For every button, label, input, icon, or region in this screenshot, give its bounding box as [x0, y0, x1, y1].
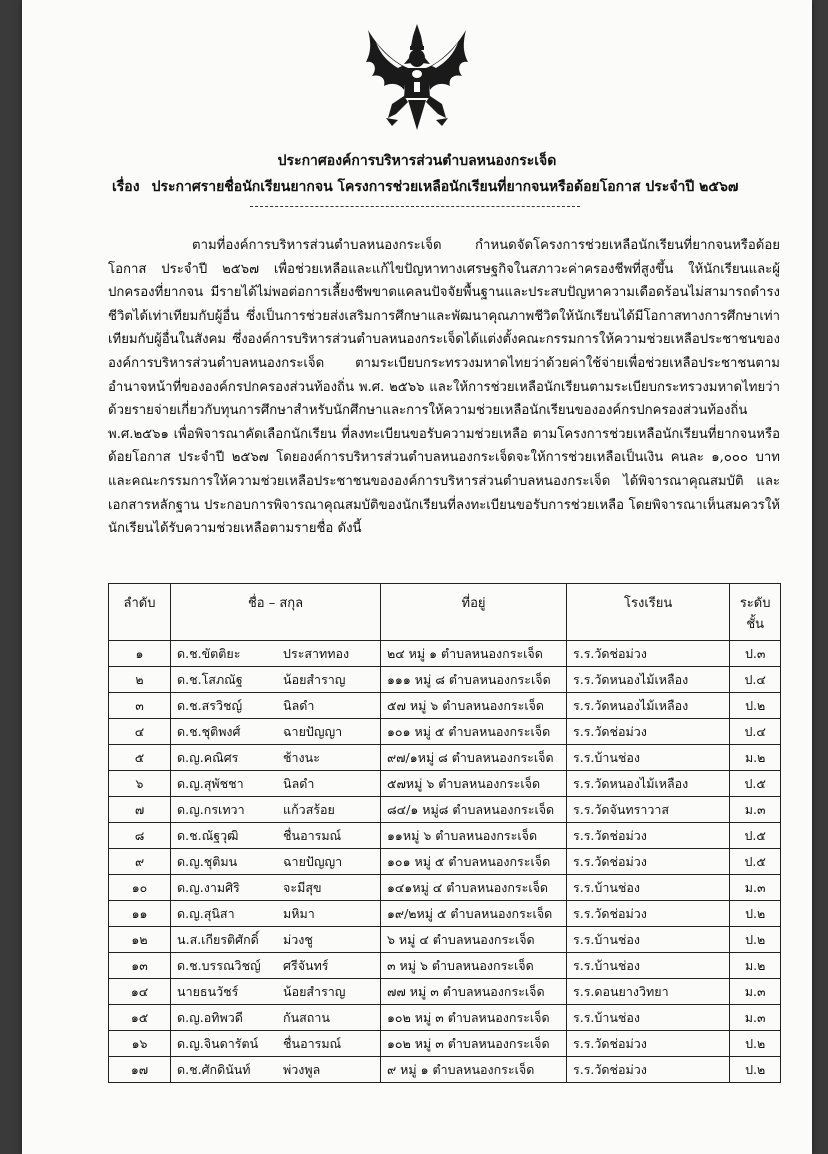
student-name-cell — [171, 875, 381, 901]
body-paragraph: ตามที่องค์การบริหารส่วนตำบลหนองกระเจ็ด กำหนดจัดโครงการช่วยเหลือนักเรียนที่ยากจนหรือด้อยโอกาส ประจำปี ๒๕๖๗ เพื่อช่วยเหลือและแก้ไขปัญหาทางเศรษฐกิจในสภาวะค่าครองชีพที่สูงขึ้น ให้นักเรียนและผู้ปกครองที่ยากจน มีรายได้ไม่พอต่อการเลี้ยงชีพขาดแคลนปัจจัยพื้นฐานและประสบปัญหาความเดือดร้อนไม่สามารถดำรงชีวิตได้เท่าเทียมกับผู้อื่น ซึ่งเป็นการช่วยส่งเสริมการศึกษาและพัฒนาคุณภาพชีวิตให้นักเรียนได้มีโอกาสทางการศึกษาเท่าเทียมกับผู้อื่นในสังคม ซึ่งองค์การบริหารส่วนตำบลหนองกระเจ็ดได้แต่งตั้งคณะกรรมการให้ความช่วยเหลือประชาชนขององค์การบริหารส่วนตำบลหนองกระเจ็ด ตามระเบียบกระทรวงมหาดไทยว่าด้วยค่าใช้จ่ายเพื่อช่วยเหลือประชาชนตามอำนาจหน้าที่ขององค์กรปกครองส่วนท้องถิ่น พ.ศ. ๒๕๖๖ และให้การช่วยเหลือนักเรียนตามระเบียบกระทรวงมหาดไทยว่าด้วยรายจ่ายเกี่ยวกับทุนการศึกษาสำหรับนักศึกษาและการให้ความช่วยเหลือนักเรียนขององค์กรปกครองส่วนท้องถิ่น พ.ศ.๒๕๖๑ เพื่อพิจารณาคัดเลือกนักเรียน ที่ลงทะเบียนขอรับความช่วยเหลือ ตามโครงการช่วยเหลือนักเรียนที่ยากจนหรือด้อยโอกาส ประจำปี ๒๕๖๗ โดยองค์การบริหารส่วนตำบลหนองกระเจ็ดจะให้การช่วยเหลือเป็นเงิน คนละ ๑,๐๐๐ บาท และคณะกรรมการให้ความช่วยเหลือประชาชนขององค์การบริหารส่วนตำบลหนองกระเจ็ด ได้พิจารณาคุณสมบัติ และเอกสารหลักฐาน ประกอบการพิจารณาคุณสมบัติของนักเรียนที่ลงทะเบียนขอรับการช่วยเหลือ โดยพิจารณาเห็นสมควรให้นักเรียนได้รับความช่วยเหลือตามรายชื่อ ดังนี้ — [108, 238, 780, 537]
level-cell: ป.๕ — [730, 849, 781, 875]
address-cell: ๑๐๒ หมู่ ๓ ตำบลหนองกระเจ็ด — [381, 1031, 567, 1057]
header-cell-no: ลำดับ — [109, 584, 171, 641]
table-row — [109, 979, 781, 1005]
heading-divider — [250, 206, 580, 207]
student-name-cell — [171, 667, 381, 693]
last-name: แก้วสร้อย — [283, 801, 335, 817]
row-number: ๑๕ — [109, 1005, 171, 1031]
address-cell: ๙ หมู่ ๑ ตำบลหนองกระเจ็ด — [381, 1057, 567, 1083]
school-cell: ร.ร.วัดหนองไม้เหลือง — [567, 771, 730, 797]
last-name: กันสถาน — [283, 1009, 330, 1025]
level-cell: ป.๒ — [730, 1057, 781, 1083]
address-cell: ๑๐๑ หมู่ ๕ ตำบลหนองกระเจ็ด — [381, 849, 567, 875]
address-cell: ๑๐๒ หมู่ ๓ ตำบลหนองกระเจ็ด — [381, 1005, 567, 1031]
school-cell: ร.ร.วัดจันทราวาส — [567, 797, 730, 823]
student-name-cell — [171, 1031, 381, 1057]
last-name: ช้างนะ — [283, 749, 320, 765]
subject-text: ประกาศรายชื่อนักเรียนยากจน โครงการช่วยเหลือนักเรียนที่ยากจนหรือด้อยโอกาส ประจำปี ๒๕๖๗ — [151, 179, 739, 195]
first-name: ด.ช.ขัตติยะ — [177, 645, 241, 661]
first-name: ด.ญ.อทิพวดี — [177, 1009, 243, 1025]
garuda-emblem-icon — [362, 22, 472, 134]
address-cell: ๒๔ หมู่ ๑ ตำบลหนองกระเจ็ด — [381, 641, 567, 667]
level-cell: ป.๒ — [730, 901, 781, 927]
table-body — [109, 641, 781, 1083]
table-row — [109, 641, 781, 667]
student-name-cell — [171, 719, 381, 745]
student-name-cell — [171, 641, 381, 667]
address-cell: ๘๔/๑ หมู่๘ ตำบลหนองกระเจ็ด — [381, 797, 567, 823]
first-name: ด.ญ.ชุติมน — [177, 853, 238, 869]
last-name: ชื่นอารมณ์ — [283, 1035, 342, 1051]
school-cell: ร.ร.วัดช่อม่วง — [567, 901, 730, 927]
table-row — [109, 771, 781, 797]
row-number: ๑๑ — [109, 901, 171, 927]
table-row — [109, 1057, 781, 1083]
student-name-cell — [171, 771, 381, 797]
student-name-cell — [171, 1057, 381, 1083]
level-cell: ม.๓ — [730, 875, 781, 901]
school-cell: ร.ร.วัดช่อม่วง — [567, 1031, 730, 1057]
student-name-cell — [171, 953, 381, 979]
level-cell: ป.๕ — [730, 823, 781, 849]
last-name: จะมีสุข — [283, 879, 322, 895]
address-cell: ๑๑๑ หมู่ ๘ ตำบลหนองกระเจ็ด — [381, 667, 567, 693]
student-name-cell — [171, 849, 381, 875]
row-number: ๔ — [109, 719, 171, 745]
table-row — [109, 693, 781, 719]
last-name: พ่วงพูล — [283, 1061, 321, 1077]
level-cell: ม.๓ — [730, 979, 781, 1005]
address-cell: ๑๙/๒หมู่ ๕ ตำบลหนองกระเจ็ด — [381, 901, 567, 927]
student-name-cell — [171, 979, 381, 1005]
level-cell: ม.๓ — [730, 797, 781, 823]
student-name-cell — [171, 797, 381, 823]
last-name: นิลดำ — [283, 697, 315, 713]
student-name-cell — [171, 927, 381, 953]
first-name: ด.ญ.งามศิริ — [177, 879, 240, 895]
school-cell: ร.ร.บ้านช่อง — [567, 927, 730, 953]
school-cell: ร.ร.วัดหนองไม้เหลือง — [567, 667, 730, 693]
first-name: ด.ญ.คณิศร — [177, 749, 239, 765]
table-row — [109, 1005, 781, 1031]
org-announcement-title: ประกาศองค์การบริหารส่วนตำบลหนองกระเจ็ด — [277, 153, 557, 169]
last-name: ฉายปัญญา — [283, 853, 343, 869]
school-cell: ร.ร.บ้านช่อง — [567, 953, 730, 979]
address-cell: ๑๔๑หมู่ ๔ ตำบลหนองกระเจ็ด — [381, 875, 567, 901]
row-number: ๕ — [109, 745, 171, 771]
school-cell: ร.ร.บ้านช่อง — [567, 1005, 730, 1031]
student-list-table — [108, 583, 781, 1083]
row-number: ๖ — [109, 771, 171, 797]
school-cell: ร.ร.บ้านช่อง — [567, 875, 730, 901]
school-cell: ร.ร.วัดช่อม่วง — [567, 823, 730, 849]
header-cell-school: โรงเรียน — [567, 584, 730, 641]
level-cell: ม.๓ — [730, 1005, 781, 1031]
student-name-cell — [171, 901, 381, 927]
first-name: ด.ช.ณัฐวุฒิ — [177, 827, 239, 843]
row-number: ๒ — [109, 667, 171, 693]
table-row — [109, 1031, 781, 1057]
last-name: น้อยสำราญ — [283, 671, 346, 687]
row-number: ๓ — [109, 693, 171, 719]
first-name: ด.ญ.สุนิสา — [177, 905, 235, 921]
table-row — [109, 797, 781, 823]
last-name: น้อยสำราญ — [283, 983, 346, 999]
table-row — [109, 745, 781, 771]
level-cell: ป.๒ — [730, 1031, 781, 1057]
address-cell: ๙๗/๑หมู่ ๘ ตำบลหนองกระเจ็ด — [381, 745, 567, 771]
first-name: ด.ช.ชุติพงศ์ — [177, 723, 241, 739]
last-name: ชื่นอารมณ์ — [283, 827, 342, 843]
announcement-body — [108, 234, 780, 541]
table-row — [109, 927, 781, 953]
last-name: ประสาททอง — [283, 645, 350, 661]
row-number: ๑๔ — [109, 979, 171, 1005]
level-cell: ป.๓ — [730, 641, 781, 667]
row-number: ๗ — [109, 797, 171, 823]
table-row — [109, 849, 781, 875]
first-name: นายธนวัชร์ — [177, 983, 239, 999]
table-header-row — [109, 584, 781, 641]
subject-line — [112, 176, 792, 198]
address-cell: ๓ หมู่ ๖ ตำบลหนองกระเจ็ด — [381, 953, 567, 979]
address-cell: ๕๗ หมู่ ๖ ตำบลหนองกระเจ็ด — [381, 693, 567, 719]
first-name: น.ส.เกียรติศักดิ์ — [177, 931, 259, 947]
level-cell: ป.๔ — [730, 667, 781, 693]
school-cell: ร.ร.วัดหนองไม้เหลือง — [567, 693, 730, 719]
address-cell: ๖ หมู่ ๔ ตำบลหนองกระเจ็ด — [381, 927, 567, 953]
document-page — [22, 0, 812, 1154]
last-name: ศรีจันทร์ — [283, 957, 329, 973]
first-name: ด.ช.บรรณวิชญ์ — [177, 957, 261, 973]
school-cell: ร.ร.วัดช่อม่วง — [567, 849, 730, 875]
level-cell: ป.๒ — [730, 927, 781, 953]
level-cell: ป.๔ — [730, 719, 781, 745]
address-cell: ๗๗ หมู่ ๓ ตำบลหนองกระเจ็ด — [381, 979, 567, 1005]
row-number: ๙ — [109, 849, 171, 875]
last-name: มหิมา — [283, 905, 315, 921]
school-cell: ร.ร.วัดช่อม่วง — [567, 641, 730, 667]
last-name: ฉายปัญญา — [283, 723, 343, 739]
row-number: ๑๗ — [109, 1057, 171, 1083]
row-number: ๑๓ — [109, 953, 171, 979]
level-cell: ป.๒ — [730, 693, 781, 719]
school-cell: ร.ร.วัดช่อม่วง — [567, 1057, 730, 1083]
last-name: ม่วงชู — [283, 931, 313, 947]
header-cell-level: ระดับชั้น — [730, 584, 781, 641]
address-cell: ๑๑หมู่ ๖ ตำบลหนองกระเจ็ด — [381, 823, 567, 849]
first-name: ด.ญ.กรเทวา — [177, 801, 245, 817]
last-name: นิลดำ — [283, 775, 315, 791]
student-name-cell — [171, 745, 381, 771]
table-row — [109, 667, 781, 693]
school-cell: ร.ร.บ้านช่อง — [567, 745, 730, 771]
first-name: ด.ช.ศักดินันท์ — [177, 1061, 251, 1077]
table-row — [109, 719, 781, 745]
row-number: ๑๖ — [109, 1031, 171, 1057]
first-name: ด.ญ.สุพัชชา — [177, 775, 244, 791]
student-name-cell — [171, 823, 381, 849]
address-cell: ๕๗หมู่ ๖ ตำบลหนองกระเจ็ด — [381, 771, 567, 797]
table-row — [109, 953, 781, 979]
table-row — [109, 875, 781, 901]
header-cell-address: ที่อยู่ — [381, 584, 567, 641]
first-name: ด.ญ.จินดารัตน์ — [177, 1035, 259, 1051]
row-number: ๑๒ — [109, 927, 171, 953]
row-number: ๑๐ — [109, 875, 171, 901]
table-row — [109, 901, 781, 927]
header-cell-name: ชื่อ – สกุล — [171, 584, 381, 641]
level-cell: ม.๒ — [730, 745, 781, 771]
school-cell: ร.ร.วัดช่อม่วง — [567, 719, 730, 745]
table-row — [109, 823, 781, 849]
first-name: ด.ช.โสภณัฐ — [177, 671, 243, 687]
level-cell: ป.๕ — [730, 771, 781, 797]
student-name-cell — [171, 693, 381, 719]
school-cell: ร.ร.ดอนยางวิทยา — [567, 979, 730, 1005]
row-number: ๑ — [109, 641, 171, 667]
level-cell: ม.๒ — [730, 953, 781, 979]
subject-label: เรื่อง — [112, 179, 140, 195]
student-name-cell — [171, 1005, 381, 1031]
address-cell: ๑๐๑ หมู่ ๕ ตำบลหนองกระเจ็ด — [381, 719, 567, 745]
row-number: ๘ — [109, 823, 171, 849]
first-name: ด.ช.สรวิชญ์ — [177, 697, 243, 713]
